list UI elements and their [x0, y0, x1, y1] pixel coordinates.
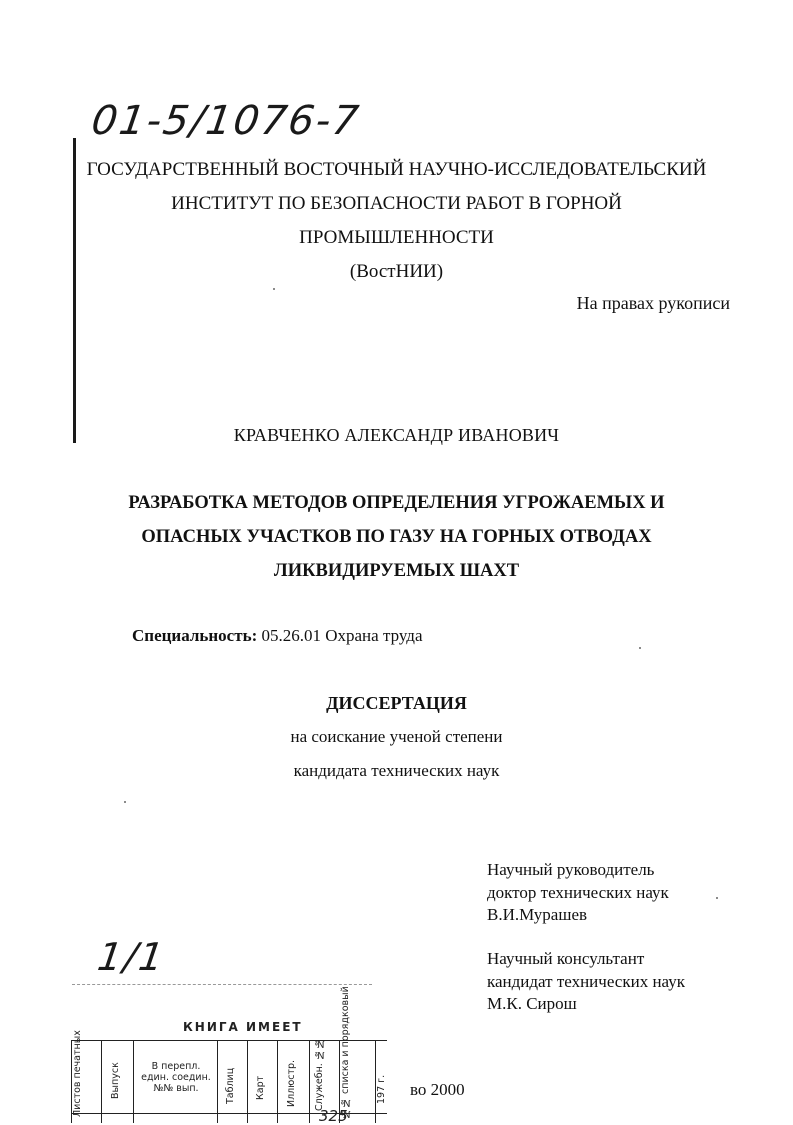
title-line-3: ЛИКВИДИРУЕМЫХ ШАХТ	[273, 561, 520, 581]
stamp-col-year: 197 г.	[376, 1074, 387, 1104]
consultant-degree: кандидат технических наук	[487, 971, 685, 991]
organization-line-2: ИНСТИТУТ ПО БЕЗОПАСНОСТИ РАБОТ В ГОРНОЙ	[171, 193, 622, 214]
stamp-col-divider	[217, 1041, 218, 1123]
handwritten-mark: 1/1	[94, 935, 169, 979]
dissertation-title	[0, 486, 793, 588]
consultant-name: М.К. Сирош	[487, 994, 577, 1013]
stamp-handwritten-value: 325	[319, 1107, 348, 1125]
supervisor-block	[487, 859, 669, 927]
stamp-col-binding: В перепл. един. соедин. №№ вып.	[141, 1061, 211, 1094]
author-name: КРАВЧЕНКО АЛЕКСАНДР ИВАНОВИЧ	[233, 425, 560, 445]
stamp-col-issue: Выпуск	[110, 1062, 121, 1100]
dissertation-degree-line-1: на соискание ученой степени	[290, 727, 503, 746]
stamp-col-illustrations: Иллюстр.	[286, 1059, 297, 1107]
dissertation-heading: ДИССЕРТАЦИЯ	[326, 693, 467, 713]
organization-header	[0, 153, 793, 289]
stamp-col-divider	[247, 1041, 248, 1123]
title-line-1: РАЗРАБОТКА МЕТОДОВ ОПРЕДЕЛЕНИЯ УГРОЖАЕМЫХ И	[128, 493, 665, 513]
scan-speck	[639, 647, 641, 649]
stamp-col-maps: Карт	[255, 1075, 266, 1101]
stamp-col-divider	[277, 1041, 278, 1123]
stamp-col-divider	[101, 1041, 102, 1123]
stamp-col-sheets: Листов печатных	[72, 1030, 83, 1117]
stamp-col-divider	[309, 1041, 310, 1123]
organization-line-1: ГОСУДАРСТВЕННЫЙ ВОСТОЧНЫЙ НАУЧНО-ИССЛЕДОВАТЕЛЬСКИЙ	[86, 159, 707, 180]
supervisor-role: Научный руководитель	[487, 860, 655, 879]
manuscript-rights: На правах рукописи	[576, 293, 730, 313]
library-stamp-heading: КНИГА ИМЕЕТ	[183, 1020, 303, 1034]
organization-line-3: ПРОМЫШЛЕННОСТИ	[299, 227, 494, 248]
specialty	[132, 626, 423, 646]
consultant-block	[487, 948, 685, 1016]
stamp-col-list: №№ списка и порядковый	[340, 986, 351, 1119]
scan-speck	[273, 288, 275, 290]
scan-speck	[716, 897, 718, 899]
scan-speck	[124, 801, 126, 803]
specialty-value: 05.26.01 Охрана труда	[261, 626, 423, 645]
supervisor-name: В.И.Мурашев	[487, 905, 588, 924]
dissertation-degree-line-2: кандидата технических наук	[293, 761, 500, 780]
dashed-divider	[72, 984, 372, 985]
consultant-role: Научный консультант	[487, 949, 645, 968]
stamp-col-divider	[133, 1041, 134, 1123]
stamp-col-tables: Таблиц	[225, 1067, 236, 1105]
title-line-2: ОПАСНЫХ УЧАСТКОВ ПО ГАЗУ НА ГОРНЫХ ОТВОДАХ	[141, 527, 652, 547]
city-year: во 2000	[410, 1080, 465, 1099]
stamp-col-service: Служебн. №№	[314, 1038, 325, 1111]
archive-number: 01-5/1076-7	[88, 98, 364, 144]
organization-abbr: (ВостНИИ)	[349, 261, 444, 282]
specialty-label: Специальность:	[132, 626, 258, 645]
supervisor-degree: доктор технических наук	[487, 882, 669, 902]
